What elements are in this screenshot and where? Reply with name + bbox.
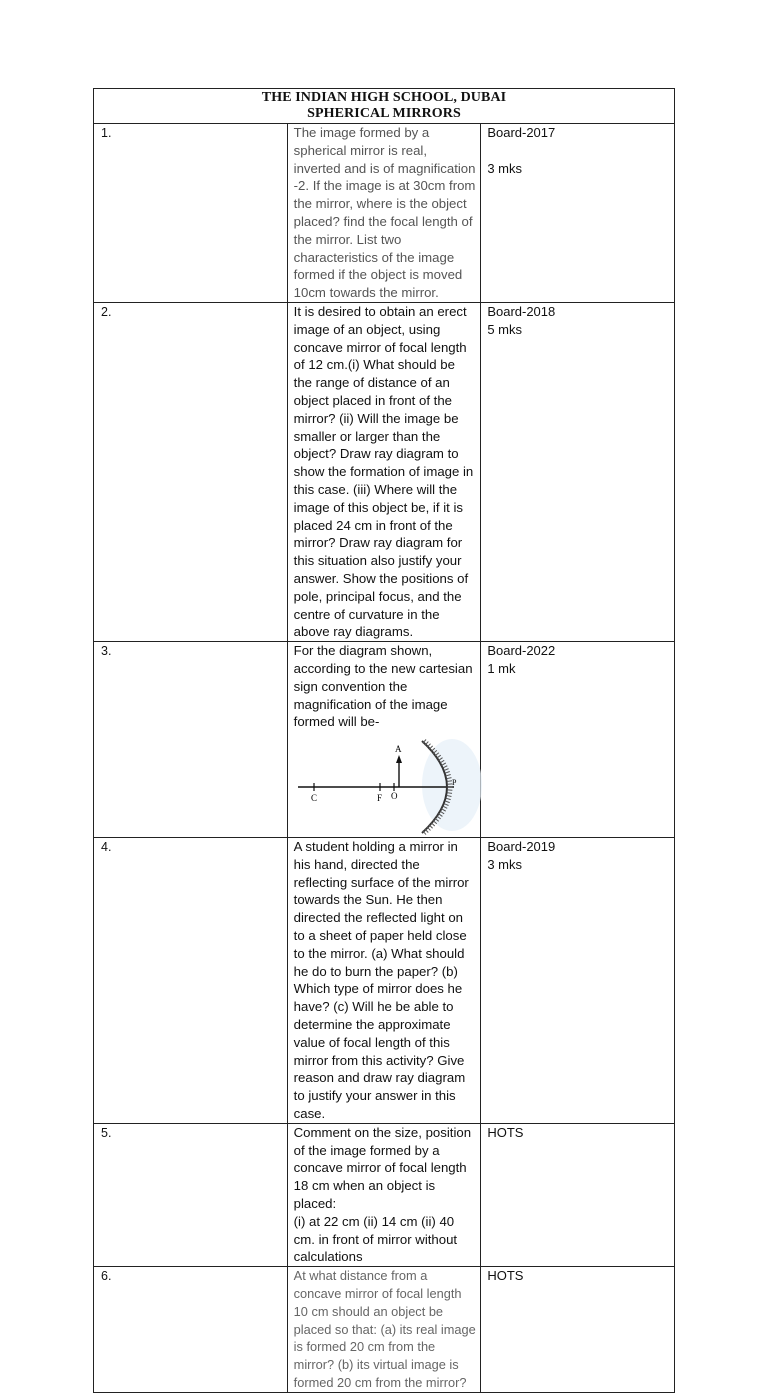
question-number: 4.: [94, 838, 288, 1124]
question-row-3: [94, 642, 675, 838]
question-meta: [481, 124, 675, 303]
topic-title: SPHERICAL MIRRORS: [307, 106, 461, 121]
question-marks: 3 mks: [487, 856, 522, 872]
question-marks: 1 mk: [487, 660, 516, 676]
question-number: 5.: [94, 1123, 288, 1266]
question-text: Comment on the size, position of the image formed by a concave mirror of focal length 18 cm when an object is placed:: [293, 1124, 472, 1212]
concave-mirror-diagram: [294, 737, 494, 837]
question-subparts: (i) at 22 cm (ii) 14 cm (ii) 40 cm. in front of mirror without calculations: [293, 1213, 458, 1265]
question-source: Board-2018: [487, 303, 556, 319]
question-text: The image formed by a spherical mirror is real, inverted and is of magnification -2. If the image is at 30cm from the mirror, where is the object placed? find the focal length of the mirror. List two characteristics of the image formed if the object is moved 10cm towards the mirror.: [287, 124, 481, 303]
question-meta: [481, 838, 675, 1124]
question-row-1: [94, 124, 675, 303]
question-text: For the diagram shown, according to the new cartesian sign convention the magnification of the image formed will be-: [293, 643, 473, 730]
school-name: THE INDIAN HIGH SCHOOL, DUBAI: [261, 90, 507, 105]
question-text: At what distance from a concave mirror of focal length 10 cm should an object be placed so that: (a) its real image is formed 20 cm from the mirror? (b) its virtual image is formed 20 cm from the mirror?: [287, 1267, 481, 1393]
question-row-6: [94, 1267, 675, 1393]
question-meta: [481, 642, 675, 838]
question-marks: 3 mks: [487, 160, 522, 176]
question-marks: 5 mks: [487, 321, 522, 337]
header-cell: [94, 89, 675, 124]
question-number: 2.: [94, 302, 288, 641]
question-row-4: [94, 838, 675, 1124]
question-cell: [287, 642, 481, 838]
question-source: HOTS: [481, 1123, 675, 1266]
question-number: 1.: [94, 124, 288, 303]
question-text: A student holding a mirror in his hand, directed the reflecting surface of the mirror towards the Sun. He then directed the reflected light on to a sheet of paper held close to the mirror. (a) What should he do to burn the paper? (b) Which type of mirror does he have? (c) Will he be able to determine the approximate value of focal length of this mirror from this activity? Give reason and draw ray diagram to justify your answer in this case.: [287, 838, 481, 1124]
label-f: F: [376, 793, 382, 804]
object-arrowhead: [396, 755, 402, 763]
question-row-2: [94, 302, 675, 641]
label-a: A: [394, 744, 402, 755]
question-table: [93, 88, 675, 1393]
label-o: O: [390, 791, 398, 802]
question-number: 3.: [94, 642, 288, 838]
question-source: Board-2019: [487, 839, 556, 855]
question-cell: [287, 1123, 481, 1266]
question-row-5: [94, 1123, 675, 1266]
question-text: It is desired to obtain an erect image of an object, using concave mirror of focal length of 12 cm.(i) What should be the range of distance of an object placed in front of the mirror? (ii) Will the image be smaller or larger than the object? Draw ray diagram to show the formation of image in this case. (iii) Where will the image of this object be, if it is placed 24 cm in front of the mirror? Draw ray diagram for this situation also justify your answer. Show the positions of pole, principal focus, and the centre of curvature in the above ray diagrams.: [287, 302, 481, 641]
question-source: HOTS: [481, 1267, 675, 1393]
label-p: P: [451, 778, 457, 788]
header-row: [94, 89, 675, 124]
question-source: Board-2022: [487, 643, 556, 659]
question-source: Board-2017: [487, 125, 556, 140]
question-meta: [481, 302, 675, 641]
question-number: 6.: [94, 1267, 288, 1393]
label-c: C: [310, 793, 317, 804]
